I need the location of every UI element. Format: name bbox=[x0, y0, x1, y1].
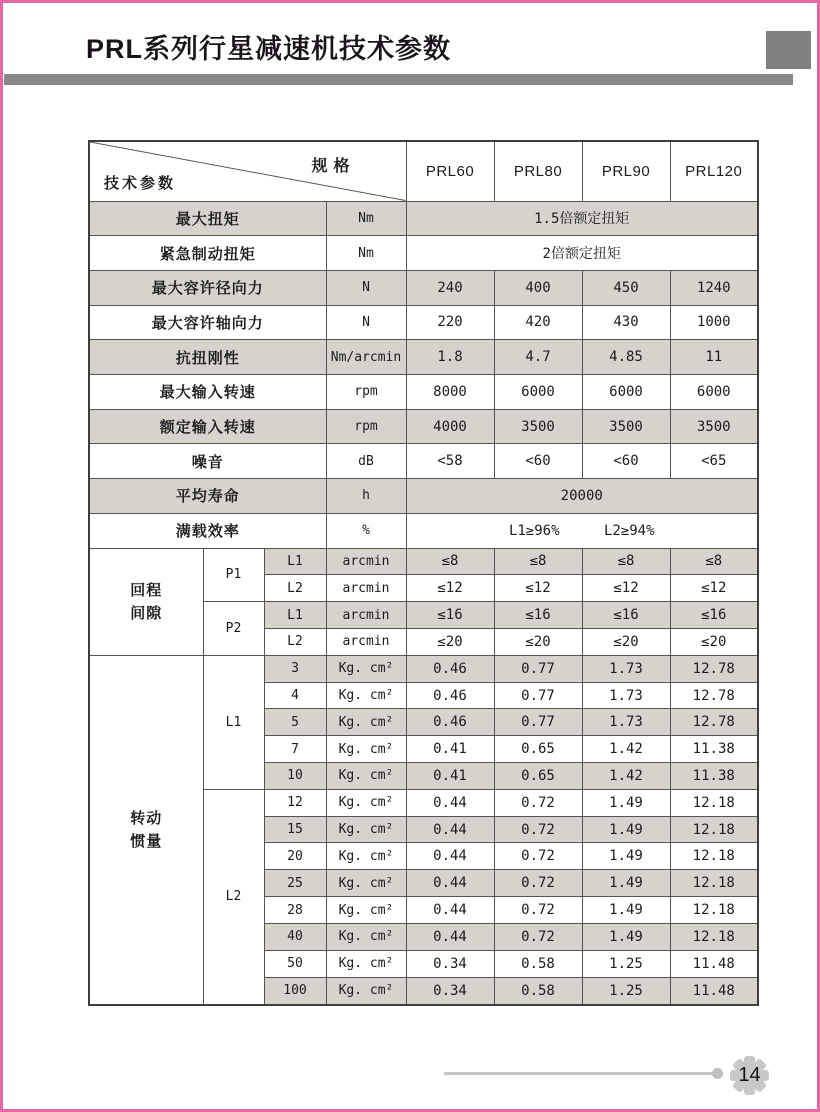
unit-cell: Kg. cm² bbox=[326, 709, 406, 736]
value-cell: 12.18 bbox=[670, 870, 758, 897]
unit-cell: arcmin bbox=[326, 548, 406, 575]
corner-decoration-square bbox=[766, 31, 811, 69]
ratio-cell: 5 bbox=[264, 709, 326, 736]
ratio-cell: 28 bbox=[264, 897, 326, 924]
param-label: 抗扭刚性 bbox=[89, 340, 326, 375]
value-cell: 1.49 bbox=[582, 897, 670, 924]
value-cell: 0.44 bbox=[406, 843, 494, 870]
ratio-cell: 10 bbox=[264, 763, 326, 790]
unit-cell: Kg. cm² bbox=[326, 655, 406, 682]
value-cell: <65 bbox=[670, 444, 758, 479]
value-cell: 1.73 bbox=[582, 682, 670, 709]
value-cell: 1.49 bbox=[582, 923, 670, 950]
value-cell: 11 bbox=[670, 340, 758, 375]
unit-cell: h bbox=[326, 479, 406, 514]
value-cell: ≤8 bbox=[670, 548, 758, 575]
value-cell: 0.41 bbox=[406, 736, 494, 763]
ratio-cell: 15 bbox=[264, 816, 326, 843]
value-cell: 0.44 bbox=[406, 870, 494, 897]
value-cell: ≤20 bbox=[406, 628, 494, 655]
table-row bbox=[89, 375, 758, 410]
value-cell: 0.46 bbox=[406, 655, 494, 682]
value-cell: 1000 bbox=[670, 305, 758, 340]
ratio-cell: 4 bbox=[264, 682, 326, 709]
unit-cell: arcmin bbox=[326, 602, 406, 629]
unit-cell: Kg. cm² bbox=[326, 682, 406, 709]
value-cell: 12.78 bbox=[670, 709, 758, 736]
value-cell: 430 bbox=[582, 305, 670, 340]
unit-cell: N bbox=[326, 270, 406, 305]
value-cell: 11.48 bbox=[670, 977, 758, 1005]
value-cell: 400 bbox=[494, 270, 582, 305]
param-label: 最大扭矩 bbox=[89, 201, 326, 236]
value-cell: 20000 bbox=[406, 479, 758, 514]
value-cell: 0.72 bbox=[494, 923, 582, 950]
param-label: 紧急制动扭矩 bbox=[89, 236, 326, 271]
precision-class-cell: P2 bbox=[203, 602, 264, 656]
table-row bbox=[89, 548, 758, 575]
value-cell: 1.5倍额定扭矩 bbox=[406, 201, 758, 236]
ratio-cell: 25 bbox=[264, 870, 326, 897]
value-cell: ≤12 bbox=[406, 575, 494, 602]
value-cell: ≤8 bbox=[582, 548, 670, 575]
value-cell: ≤8 bbox=[406, 548, 494, 575]
unit-cell: arcmin bbox=[326, 628, 406, 655]
value-cell: 2倍额定扭矩 bbox=[406, 236, 758, 271]
ratio-cell: 7 bbox=[264, 736, 326, 763]
param-label: 最大容许轴向力 bbox=[89, 305, 326, 340]
unit-cell: Kg. cm² bbox=[326, 977, 406, 1005]
value-cell: 3500 bbox=[582, 409, 670, 444]
param-label: 最大容许径向力 bbox=[89, 270, 326, 305]
unit-cell: Kg. cm² bbox=[326, 923, 406, 950]
value-cell: 420 bbox=[494, 305, 582, 340]
unit-cell: rpm bbox=[326, 375, 406, 410]
value-cell: 1.42 bbox=[582, 736, 670, 763]
value-cell: <58 bbox=[406, 444, 494, 479]
stage-cell: L1 bbox=[264, 548, 326, 575]
param-label: 额定输入转速 bbox=[89, 409, 326, 444]
model-header: PRL90 bbox=[582, 141, 670, 201]
table-row bbox=[89, 479, 758, 514]
value-cell: 220 bbox=[406, 305, 494, 340]
value-cell: <60 bbox=[494, 444, 582, 479]
efficiency-l2: L2≥94% bbox=[603, 522, 655, 539]
value-cell: 4.85 bbox=[582, 340, 670, 375]
table-row bbox=[89, 340, 758, 375]
inertia-group-label: 转动 惯量 bbox=[89, 655, 203, 1005]
value-cell: 6000 bbox=[494, 375, 582, 410]
table-row bbox=[89, 513, 758, 548]
value-cell: 6000 bbox=[582, 375, 670, 410]
model-header: PRL80 bbox=[494, 141, 582, 201]
value-cell: 0.58 bbox=[494, 950, 582, 977]
value-cell: 1.42 bbox=[582, 763, 670, 790]
value-cell: 11.48 bbox=[670, 950, 758, 977]
value-cell: ≤16 bbox=[582, 602, 670, 629]
table-row bbox=[89, 409, 758, 444]
value-cell: 12.78 bbox=[670, 682, 758, 709]
stage-cell: L2 bbox=[264, 628, 326, 655]
value-cell bbox=[406, 513, 758, 548]
ratio-cell: 40 bbox=[264, 923, 326, 950]
value-cell: 0.44 bbox=[406, 923, 494, 950]
value-cell: 0.46 bbox=[406, 682, 494, 709]
value-cell: 0.72 bbox=[494, 789, 582, 816]
unit-cell: Kg. cm² bbox=[326, 763, 406, 790]
value-cell: 1.73 bbox=[582, 655, 670, 682]
value-cell: 12.78 bbox=[670, 655, 758, 682]
value-cell: ≤12 bbox=[670, 575, 758, 602]
value-cell: 4000 bbox=[406, 409, 494, 444]
value-cell: 1.49 bbox=[582, 843, 670, 870]
value-cell: 3500 bbox=[494, 409, 582, 444]
ratio-cell: 3 bbox=[264, 655, 326, 682]
value-cell: ≤20 bbox=[494, 628, 582, 655]
value-cell: 0.44 bbox=[406, 816, 494, 843]
unit-cell: % bbox=[326, 513, 406, 548]
stage-cell: L1 bbox=[264, 602, 326, 629]
unit-cell: Kg. cm² bbox=[326, 789, 406, 816]
ratio-cell: 100 bbox=[264, 977, 326, 1005]
value-cell: 8000 bbox=[406, 375, 494, 410]
model-header: PRL60 bbox=[406, 141, 494, 201]
footer-rule-line bbox=[444, 1072, 716, 1075]
value-cell: 1.8 bbox=[406, 340, 494, 375]
table-row bbox=[89, 444, 758, 479]
value-cell: 0.77 bbox=[494, 655, 582, 682]
unit-cell: rpm bbox=[326, 409, 406, 444]
title-underline-bar bbox=[4, 74, 793, 85]
stage-group-cell: L2 bbox=[203, 789, 264, 1005]
value-cell: ≤12 bbox=[494, 575, 582, 602]
value-cell: 450 bbox=[582, 270, 670, 305]
value-cell: 0.77 bbox=[494, 682, 582, 709]
param-label: 噪音 bbox=[89, 444, 326, 479]
stage-cell: L2 bbox=[264, 575, 326, 602]
table-row bbox=[89, 305, 758, 340]
value-cell: ≤16 bbox=[406, 602, 494, 629]
value-cell: 0.65 bbox=[494, 736, 582, 763]
value-cell: 0.46 bbox=[406, 709, 494, 736]
value-cell: 3500 bbox=[670, 409, 758, 444]
value-cell: ≤20 bbox=[670, 628, 758, 655]
value-cell: 0.41 bbox=[406, 763, 494, 790]
table-header-row bbox=[89, 141, 758, 201]
unit-cell: Kg. cm² bbox=[326, 950, 406, 977]
unit-cell: Nm bbox=[326, 236, 406, 271]
value-cell: 0.72 bbox=[494, 897, 582, 924]
value-cell: 12.18 bbox=[670, 816, 758, 843]
value-cell: 0.65 bbox=[494, 763, 582, 790]
param-label: 满载效率 bbox=[89, 513, 326, 548]
value-cell: <60 bbox=[582, 444, 670, 479]
backlash-group-label: 回程 间隙 bbox=[89, 548, 203, 655]
page-number: 14 bbox=[738, 1064, 761, 1086]
value-cell: 12.18 bbox=[670, 789, 758, 816]
ratio-cell: 12 bbox=[264, 789, 326, 816]
value-cell: ≤12 bbox=[582, 575, 670, 602]
param-label: 平均寿命 bbox=[89, 479, 326, 514]
ratio-cell: 20 bbox=[264, 843, 326, 870]
page-title: PRL系列行星减速机技术参数 bbox=[86, 34, 451, 64]
value-cell: 0.58 bbox=[494, 977, 582, 1005]
ratio-cell: 50 bbox=[264, 950, 326, 977]
stage-group-cell: L1 bbox=[203, 655, 264, 789]
value-cell: 0.72 bbox=[494, 816, 582, 843]
value-cell: 1240 bbox=[670, 270, 758, 305]
table-row bbox=[89, 655, 758, 682]
diagonal-header-cell bbox=[89, 141, 406, 201]
value-cell: 12.18 bbox=[670, 897, 758, 924]
model-header: PRL120 bbox=[670, 141, 758, 201]
table-row bbox=[89, 270, 758, 305]
value-cell: 240 bbox=[406, 270, 494, 305]
value-cell: 12.18 bbox=[670, 923, 758, 950]
value-cell: 0.34 bbox=[406, 977, 494, 1005]
value-cell: 1.25 bbox=[582, 950, 670, 977]
value-cell: 0.44 bbox=[406, 897, 494, 924]
efficiency-l1: L1≥96% bbox=[508, 522, 560, 539]
value-cell: 0.72 bbox=[494, 870, 582, 897]
unit-cell: Kg. cm² bbox=[326, 736, 406, 763]
value-cell: 0.44 bbox=[406, 789, 494, 816]
table-row bbox=[89, 201, 758, 236]
value-cell: 0.72 bbox=[494, 843, 582, 870]
unit-cell: Kg. cm² bbox=[326, 843, 406, 870]
unit-cell: Kg. cm² bbox=[326, 870, 406, 897]
value-cell: 0.77 bbox=[494, 709, 582, 736]
value-cell: ≤16 bbox=[670, 602, 758, 629]
spec-table bbox=[88, 140, 759, 1006]
value-cell: 1.49 bbox=[582, 789, 670, 816]
gear-icon bbox=[727, 1053, 772, 1098]
value-cell: 0.34 bbox=[406, 950, 494, 977]
value-cell: ≤20 bbox=[582, 628, 670, 655]
unit-cell: N bbox=[326, 305, 406, 340]
unit-cell: arcmin bbox=[326, 575, 406, 602]
value-cell: 1.49 bbox=[582, 816, 670, 843]
value-cell: 6000 bbox=[670, 375, 758, 410]
unit-cell: dB bbox=[326, 444, 406, 479]
footer-dot bbox=[712, 1068, 723, 1079]
param-header-label: 技术参数 bbox=[104, 174, 177, 192]
unit-cell: Kg. cm² bbox=[326, 816, 406, 843]
unit-cell: Nm bbox=[326, 201, 406, 236]
value-cell: ≤16 bbox=[494, 602, 582, 629]
precision-class-cell: P1 bbox=[203, 548, 264, 602]
unit-cell: Kg. cm² bbox=[326, 897, 406, 924]
unit-cell: Nm/arcmin bbox=[326, 340, 406, 375]
value-cell: ≤8 bbox=[494, 548, 582, 575]
value-cell: 11.38 bbox=[670, 736, 758, 763]
spec-header-label: 规格 bbox=[311, 158, 356, 175]
table-row bbox=[89, 236, 758, 271]
param-label: 最大输入转速 bbox=[89, 375, 326, 410]
value-cell: 12.18 bbox=[670, 843, 758, 870]
value-cell: 4.7 bbox=[494, 340, 582, 375]
value-cell: 1.25 bbox=[582, 977, 670, 1005]
value-cell: 1.49 bbox=[582, 870, 670, 897]
value-cell: 1.73 bbox=[582, 709, 670, 736]
value-cell: 11.38 bbox=[670, 763, 758, 790]
